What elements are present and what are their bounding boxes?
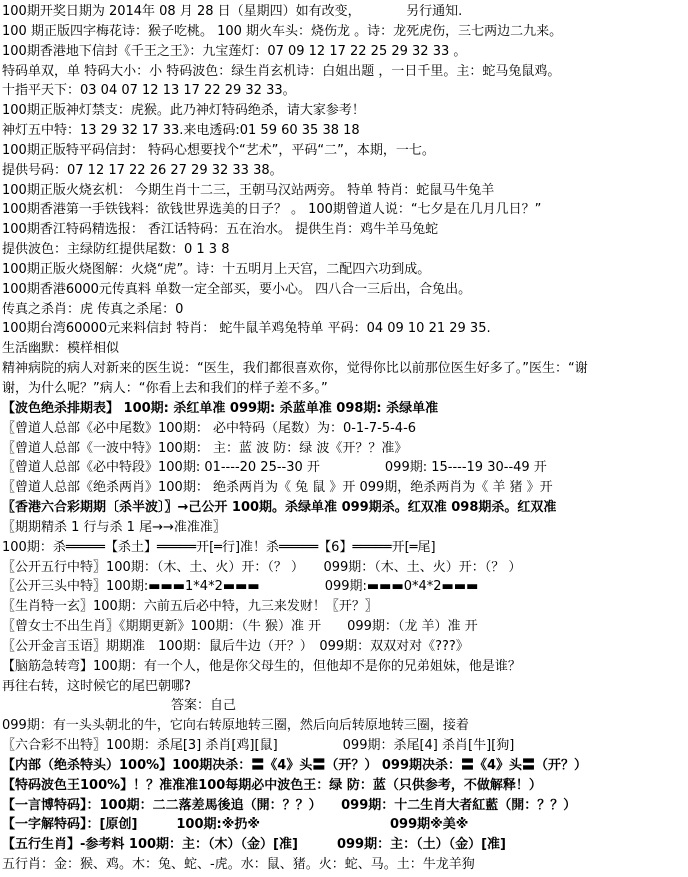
text-line-42: 【一字解特码】：[原创] 100期:※扔※ 099期※美※	[2, 817, 469, 833]
text-line-18: 生活幽默：模样相似	[2, 341, 120, 357]
text-line-5: 十指平天下：03 04 07 12 13 17 22 29 32 33。	[2, 83, 296, 99]
text-line-22: 〖曾道人总部《必中尾数》100期： 必中特码（尾数）为：0-1-7-5-4-6	[2, 420, 417, 436]
text-line-35: 再往右转，这时候它的尾巴朝哪?	[2, 678, 191, 694]
text-line-9: 提供号码：07 12 17 22 26 27 29 32 33 38。	[2, 162, 283, 178]
text-line-21: 【波色绝杀排期表】 100期: 杀红单准 099期: 杀蓝单准 098期: 杀绿单准	[2, 400, 439, 416]
text-line-28: 100期：杀═════【杀土】═════开[═行]准！杀═════【6】═════开[═尾]	[2, 539, 436, 555]
text-line-39: 【内部（绝杀特头）100%】100期决杀：〓《4》头〓（开？） 099期决杀：〓《4》头〓（开？）	[2, 757, 588, 773]
text-line-32: 〖曾女士不出生肖〗《期期更新》100期：（牛 猴）准 开 099期：（龙 羊）准 开	[2, 619, 478, 635]
text-line-10: 100期正版火烧玄机： 今期生肖十二三，王朝马汉站两旁。 特单 特肖：蛇鼠马牛兔羊	[2, 182, 495, 198]
text-line-38: 〖六合彩不出特〗100期：杀尾[3] 杀肖[鸡][鼠] 099期：杀尾[4] 杀肖[牛][狗]	[2, 738, 515, 754]
text-line-43: 【五行生肖】-参考料 100期：主：（木）（金）[准] 099期：主：（土）（金）[准]	[2, 837, 506, 853]
text-line-40: 【特码波色王100%】！？准准准100每期必中波色王：绿 防：蓝（只供参考，不做解释！）	[2, 777, 542, 793]
text-line-34: 【脑筋急转弯】100期：有一个人，他是你父母生的，但他却不是你的兄弟姐妹，他是谁？	[2, 658, 521, 674]
text-line-29: 〖公开五行中特〗100期：（木、土、火）开：（？ ） 099期：（木、土、火）开：（？ ）	[2, 559, 522, 575]
text-line-44: 五行肖：金：猴、鸡。木：兔、蛇、-虎。水：鼠、猪。火：蛇、马。土：牛龙羊狗	[2, 857, 475, 873]
text-line-24: 〖曾道人总部《必中特段》100期: 01----20 25--30 开 099期: 15----19 30--49 开	[2, 460, 547, 476]
text-line-3: 100期香港地下信封《千王之王》：九宝莲灯：07 09 12 17 22 25 29 32 33 。	[2, 43, 467, 59]
text-line-1: 100期开奖日期为 2014年 08 月 28 日（星期四）如有改变， 另行通知.	[2, 4, 463, 19]
text-line-31: 〖生肖特一玄〗100期：六前五后必中特，九三来发财！〖开？〗	[2, 599, 378, 615]
text-line-4: 特码单双，单 特码大小：小 特码波色：绿生肖玄机诗：白姐出题 ，一日千里。主：蛇马兔鼠鸡。	[2, 63, 561, 79]
text-line-15: 100期香港6000元传真料 单数一定全部买，要小心。 四八合一三后出，合兔出。	[2, 281, 472, 297]
text-line-26: 〖香港六合彩期期〔杀半波〕〗→己公开 100期。杀绿单准 099期杀。红双准 098期杀。红双准	[2, 500, 557, 516]
text-line-17: 100期台湾60000元来料信封 特肖： 蛇牛鼠羊鸡兔特单 平码：04 09 10 21 29 35.	[2, 321, 491, 337]
text-line-41: 【一言博特码】：100期：二二落差馬後追（開：？？） 099期：十二生肖大者紅藍（開：？？）	[2, 797, 577, 813]
text-line-6: 100期正版神灯禁支：虎猴。此乃神灯特码绝杀，请大家参考！	[2, 103, 365, 119]
text-line-36: 答案：自己	[2, 698, 237, 714]
text-line-8: 100期正版特平码信封： 特码心想要找个“艺术”，平码“二”，本期，一七。	[2, 142, 435, 158]
text-line-2: 100 期正版四字梅花诗：猴子吃桃。 100 期火车头：烧伤龙 。诗：龙死虎伤，三七两边二九来。	[2, 23, 563, 39]
text-line-12: 100期香江特码精选报： 香江话特码：五在治水。 提供生肖：鸡牛羊马兔蛇	[2, 222, 439, 238]
text-line-16: 传真之杀肖：虎 传真之杀尾：0	[2, 301, 184, 317]
text-line-13: 提供波色：主绿防红提供尾数：0 1 3 8	[2, 242, 230, 258]
text-line-37: 099期：有一头头朝北的牛，它向右转原地转三圈，然后向后转原地转三圈，接着	[2, 718, 469, 734]
text-line-33: 〖公开金言玉语〗期期准 100期：鼠后牛边（开？） 099期：双双对对《???》	[2, 638, 469, 654]
text-line-20: 谢，为什么呢？”病人：“你看上去和我们的样子差不多。”	[2, 380, 328, 396]
text-line-27: 〖期期精杀 1 行与杀 1 尾→→准准准〗	[2, 519, 226, 535]
text-line-11: 100期香港第一手铁钱料：欲钱世界选美的日子？ 。 100期曾道人说：“七夕是在几月几日？”	[2, 202, 542, 218]
text-line-19: 精神病院的病人对新来的医生说：“医生，我们都很喜欢你，觉得你比以前那位医生好多了。”医生：“谢	[2, 361, 588, 377]
text-line-30: 〖公开三头中特〗100期:▬▬▬1*4*2▬▬▬ 099期:▬▬▬0*4*2▬▬▬	[2, 579, 479, 595]
text-line-7: 神灯五中特：13 29 32 17 33.来电透码:01 59 60 35 38 18	[2, 123, 360, 139]
text-line-14: 100期正版火烧图解：火烧“虎”。诗：十五明月上天宫，二配四六功到成。	[2, 261, 431, 277]
text-line-25: 〖曾道人总部《绝杀两肖》100期： 绝杀两肖为《 兔 鼠 》开 099期，绝杀两肖为《 羊 猪 》开	[2, 480, 553, 496]
text-line-23: 〖曾道人总部《一波中特》100期： 主：蓝 波 防：绿 波《开？？准》	[2, 440, 408, 456]
